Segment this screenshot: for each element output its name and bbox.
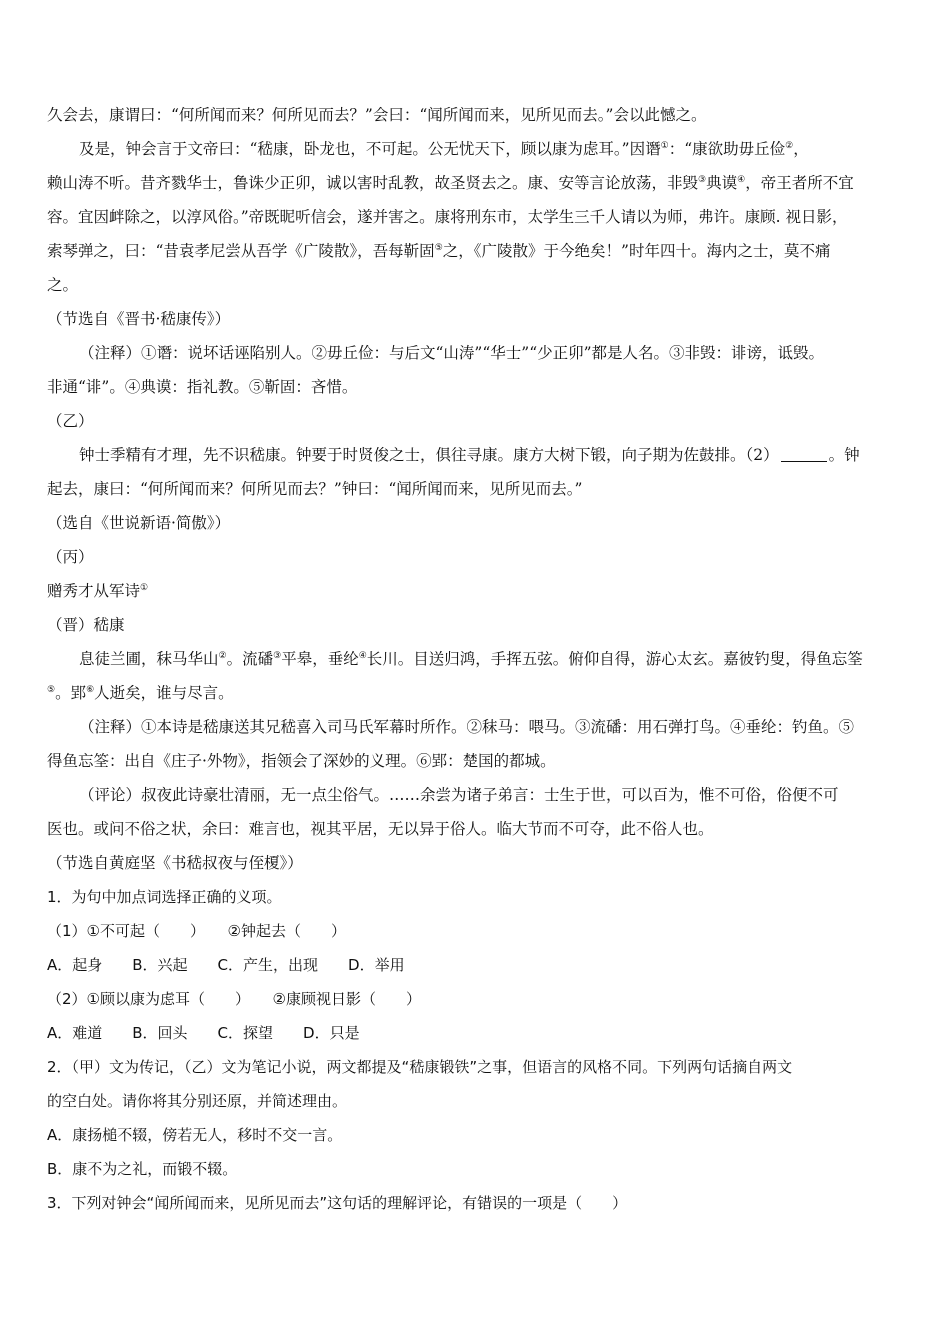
question-2-line-2: 的空白处。请你将其分别还原，并简述理由。	[47, 1092, 348, 1110]
footnote-mark: ⑤	[47, 685, 56, 695]
poem-text: 息徒兰圃，秣马华山	[79, 650, 219, 668]
footnote-mark: ③	[698, 175, 707, 185]
jia-line-4: 容。宜因衅除之，以淳风俗。”帝既昵听信会，遂并害之。康将刑东市，太学生三千人请以为师，弗许。康顾. 视日影，	[47, 208, 848, 226]
footnote-mark: ①	[660, 141, 669, 151]
jia-text: 之，《广陵散》于今绝矣！”时年四十。海内之士，莫不痛	[442, 242, 831, 260]
jia-text: ：“康欲助毋丘俭	[668, 140, 786, 158]
footnote-mark: ③	[273, 651, 282, 661]
footnote-mark: ⑥	[86, 685, 95, 695]
question-1: 1．为句中加点词选择正确的义项。	[47, 888, 282, 906]
jia-line-2	[47, 132, 909, 166]
question-1-part-1: （1）①不可起（ ） ②钟起去（ ）	[47, 922, 346, 940]
bing-comment-1: （评论）叔夜此诗豪壮清丽，无一点尘俗气。……余尝为诸子弟言：士生于世，可以百为，惟不可俗，俗便不可	[79, 786, 839, 804]
yi-label: （乙）	[47, 412, 94, 430]
document-page	[47, 98, 909, 1220]
question-1-part-1-options: A．起身 B．兴起 C．产生，出现 D．举用	[47, 956, 405, 974]
yi-text: 钟士季精有才理，先不识嵇康。钟要于时贤俊之士，俱往寻康。康方大树下锻，向子期为佐鼓排。（2）	[79, 446, 779, 464]
jia-note-2: 非通“诽”。④典谟：指礼教。⑤靳固：吝惜。	[47, 378, 358, 396]
jia-text: 赖山涛不听。昔齐戮华士，鲁诛少正卯，诚以害时乱教，故圣贤去之。康、安等言论放荡，非毁	[47, 174, 699, 192]
footnote-mark: ⑤	[434, 243, 443, 253]
yi-source: （选自《世说新语·简傲》）	[47, 514, 231, 532]
bing-source: （节选自黄庭坚《书嵇叔夜与侄榎》）	[47, 854, 303, 872]
jia-text: 索琴弹之，曰：“昔袁孝尼尝从吾学《广陵散》，吾每靳固	[47, 242, 435, 260]
jia-line-6: 之。	[47, 276, 79, 294]
answer-blank[interactable]	[781, 447, 827, 462]
poem-text: 。流磻	[226, 650, 274, 668]
poem-line-1	[47, 642, 909, 676]
jia-text: 及是，钟会言于文帝曰：“嵇康，卧龙也，不可起。公无忧天下，顾以康为虑耳。”因谮	[79, 140, 661, 158]
question-2-option-b: B．康不为之礼，而锻不辍。	[47, 1160, 238, 1178]
bing-label: （丙）	[47, 548, 94, 566]
footnote-mark: ②	[785, 141, 794, 151]
question-3: 3．下列对钟会“闻所闻而来，见所见而去”这句话的理解评论，有错误的一项是（ ）	[47, 1194, 628, 1212]
poem-author: （晋）嵇康	[47, 616, 125, 634]
question-1-part-2: （2）①顾以康为虑耳（ ） ②康顾视日影（ ）	[47, 990, 421, 1008]
jia-text: ，帝王者所不宜	[745, 174, 854, 192]
poem-title-text: 赠秀才从军诗	[47, 582, 141, 600]
footnote-mark: ①	[140, 583, 149, 593]
question-2-option-a: A．康扬槌不辍，傍若无人，移时不交一言。	[47, 1126, 343, 1144]
jia-text: ，	[793, 140, 809, 158]
jia-line-3	[47, 166, 909, 200]
yi-line-2: 起去，康曰：“何所闻而来？何所见而去？”钟曰：“闻所闻而来，见所见而去。”	[47, 480, 583, 498]
jia-line-1: 久会去，康谓曰：“何所闻而来？何所见而去？”会曰：“闻所闻而来，见所见而去。”会以此憾之。	[47, 106, 707, 124]
poem-title	[47, 574, 909, 608]
bing-note-2: 得鱼忘筌：出自《庄子·外物》，指领会了深妙的义理。⑥郢：楚国的都城。	[47, 752, 556, 770]
question-2-line-1: 2．（甲）文为传记，（乙）文为笔记小说，两文都提及“嵇康锻铁”之事，但语言的风格不同。下列两句话摘自两文	[47, 1058, 793, 1076]
poem-text: 长川。目送归鸿，手挥五弦。俯仰自得，游心太玄。嘉彼钓叟，得鱼忘筌	[366, 650, 863, 668]
bing-comment-2: 医也。或问不俗之状，余曰：难言也，视其平居，无以异于俗人。临大节而不可夺，此不俗人也。	[47, 820, 714, 838]
jia-source: （节选自《晋书·嵇康传》）	[47, 310, 231, 328]
footnote-mark: ④	[358, 651, 367, 661]
jia-note-1: （注释）①谮：说坏话诬陷别人。②毋丘俭：与后文“山涛”“华士”“少正卯”都是人名。③非毁：诽谤，诋毁。	[79, 344, 825, 362]
question-1-part-2-options: A．难道 B．回头 C．探望 D．只是	[47, 1024, 360, 1042]
poem-text: 。郢	[55, 684, 87, 702]
jia-line-5	[47, 234, 909, 268]
footnote-mark: ②	[218, 651, 227, 661]
jia-text: 典谟	[706, 174, 738, 192]
yi-line-1	[47, 438, 909, 472]
poem-text: 平皋，垂纶	[281, 650, 359, 668]
footnote-mark: ④	[737, 175, 746, 185]
yi-text: 。钟	[828, 446, 860, 464]
bing-note-1: （注释）①本诗是嵇康送其兄嵇喜入司马氏军幕时所作。②秣马：喂马。③流磻：用石弹打鸟。④垂纶：钓鱼。⑤	[79, 718, 855, 736]
poem-line-2	[47, 676, 909, 710]
poem-text: 人逝矣，谁与尽言。	[94, 684, 234, 702]
